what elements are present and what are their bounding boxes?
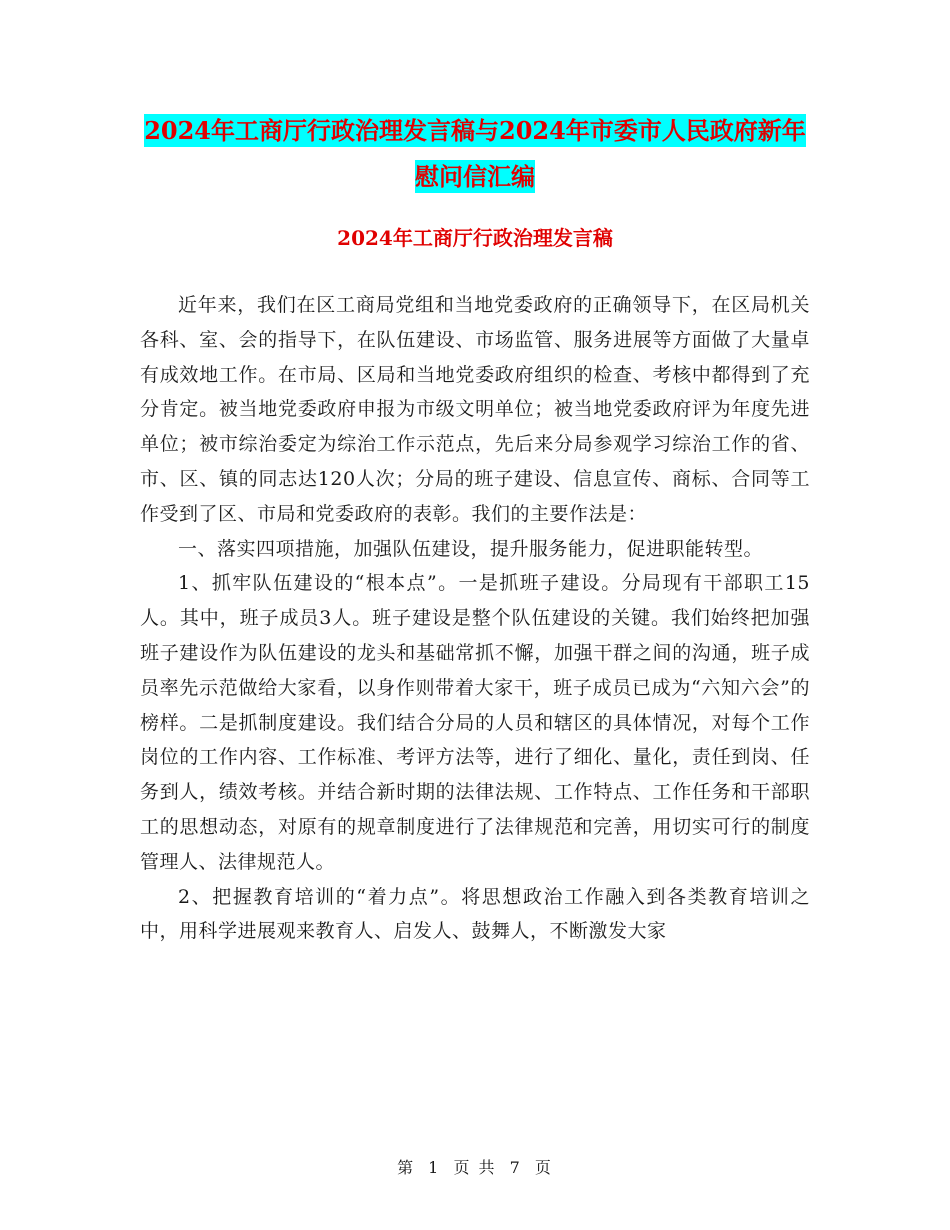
page-footer [0,1155,950,1178]
footer-page-number: 1 [428,1158,441,1177]
footer-suffix: 页 [534,1158,553,1177]
section-title: 2024年工商厅行政治理发言稿 [337,226,613,250]
paragraph-3: 1、抓牢队伍建设的“根本点”。一是抓班子建设。分局现有干部职工15人。其中，班子成员3人。班子建设是整个队伍建设的关键。我们始终把加强班子建设作为队伍建设的龙头和基础常抓不懈，加强干群之间的沟通，班子成员率先示范做给大家看，以身作则带着大家干，班子成员已成为“六知六会”的榜样。二是抓制度建设。我们结合分局的人员和辖区的具体情况，对每个工作岗位的工作内容、工作标准、考评方法等，进行了细化、量化，责任到岗、任务到人，绩效考核。并结合新时期的法律法规、工作特点、工作任务和干部职工的思想动态，对原有的规章制度进行了法律规范和完善，用切实可行的制度管理人、法律规范人。 [140,572,810,873]
document-body [140,288,810,949]
document-title [140,108,810,200]
footer-total-pages: 7 [509,1158,522,1177]
footer-prefix: 第 [397,1158,416,1177]
paragraph-4: 2、把握教育培训的“着力点”。将思想政治工作融入到各类教育培训之中，用科学进展观来教育人、启发人、鼓舞人，不断激发大家 [140,885,810,943]
document-title-text: 2024年工商厅行政治理发言稿与2024年市委市人民政府新年慰问信汇编 [144,116,806,191]
paragraph-1: 近年来，我们在区工商局党组和当地党委政府的正确领导下，在区局机关各科、室、会的指导下，在队伍建设、市场监管、服务进展等方面做了大量卓有成效地工作。在市局、区局和当地党委政府组织的检查、考核中都得到了充分肯定。被当地党委政府申报为市级文明单位；被当地党委政府评为年度先进单位；被市综治委定为综治工作示范点，先后来分局参观学习综治工作的省、市、区、镇的同志达120人次；分局的班子建设、信息宣传、商标、合同等工作受到了区、市局和党委政府的表彰。我们的主要作法是： [140,294,810,525]
footer-middle: 页 共 [453,1158,497,1177]
paragraph-2: 一、落实四项措施，加强队伍建设，提升服务能力，促进职能转型。 [178,537,764,560]
